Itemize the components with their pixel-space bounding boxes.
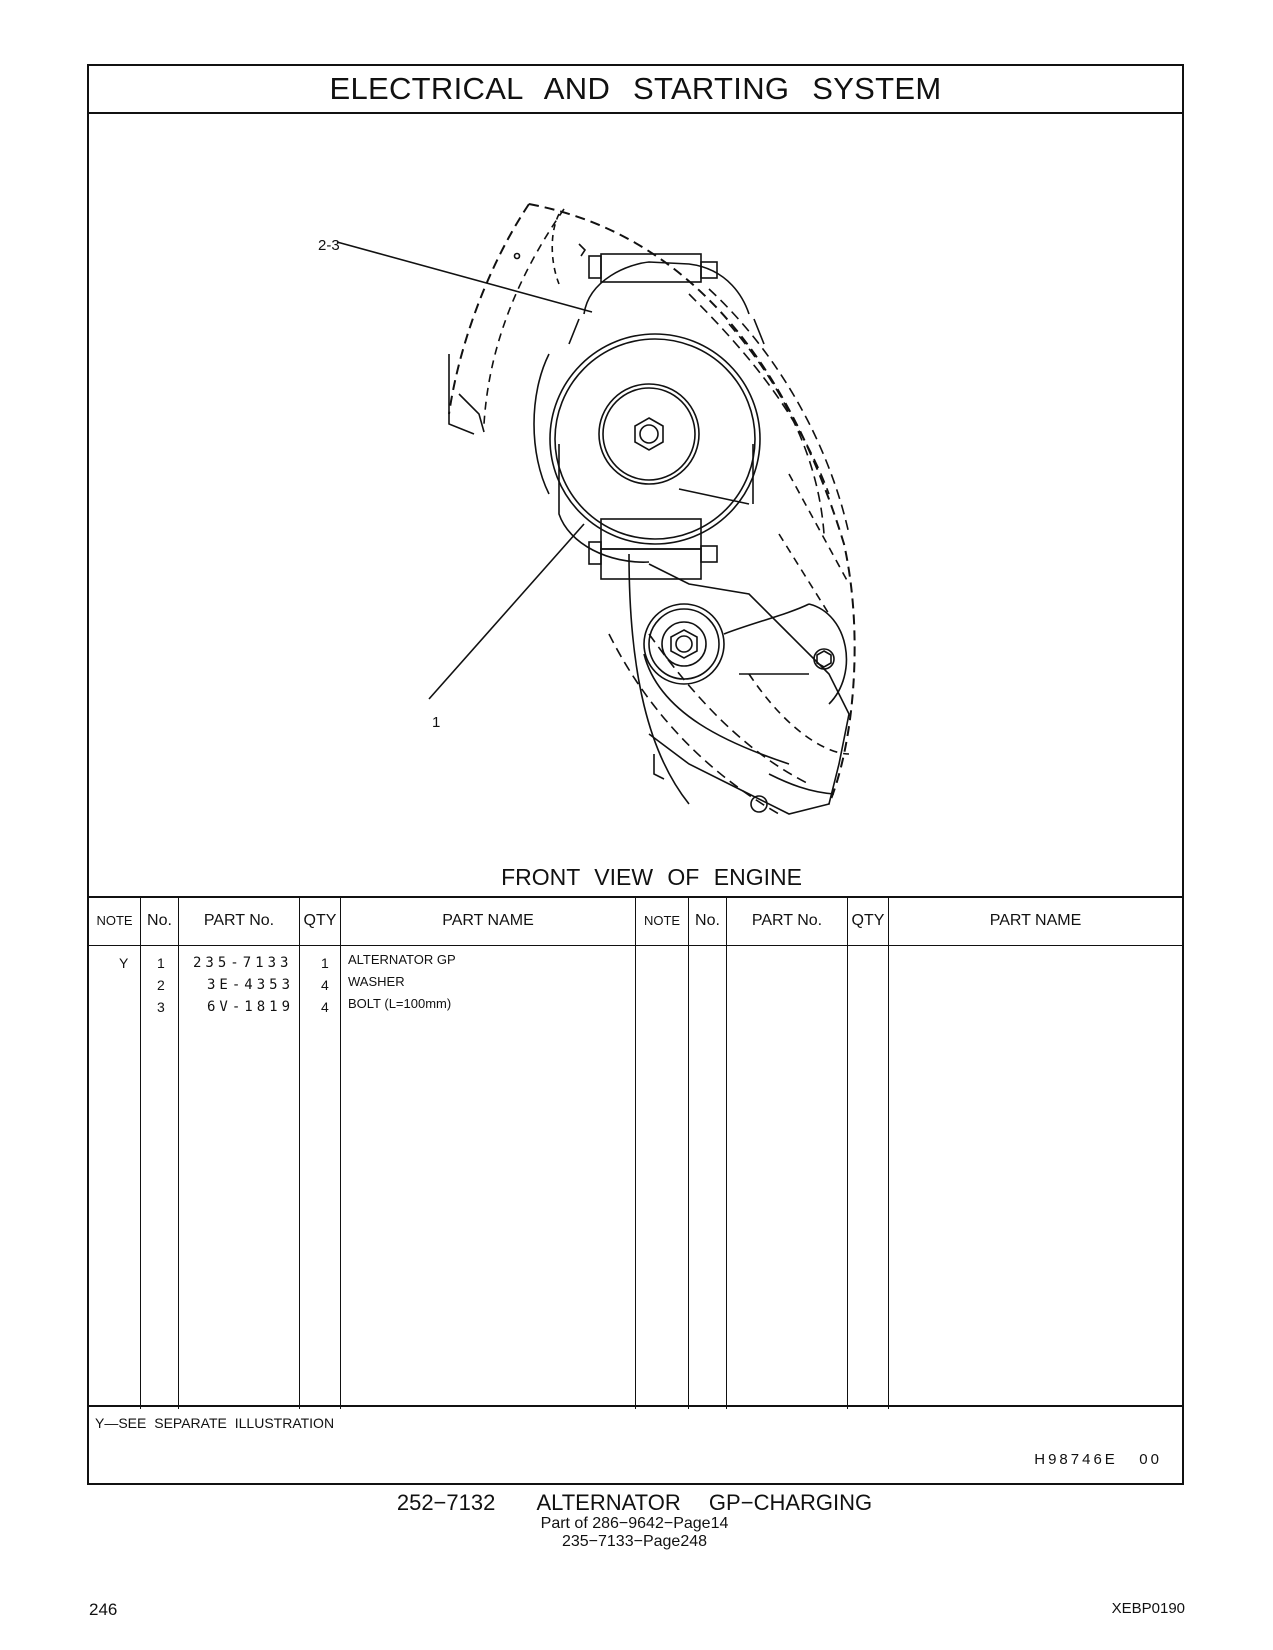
section-title: ELECTRICAL AND STARTING SYSTEM: [89, 66, 1182, 114]
group-title: 252−7132 ALTERNATOR GP−CHARGING: [396, 1490, 873, 1515]
row-1-note: Y: [119, 955, 129, 971]
view-caption: FRONT VIEW OF ENGINE: [501, 864, 802, 890]
header-no-left: No.: [141, 898, 179, 946]
engine-front-view-illustration: [89, 114, 1182, 896]
col-note-left: [89, 946, 141, 1409]
callout-label-1: 1: [432, 714, 441, 731]
header-qty-left: QTY: [300, 898, 341, 946]
header-part-name-right: PART NAME: [989, 912, 1082, 929]
row-3-no: 3: [157, 999, 165, 1015]
header-no-right: No.: [689, 898, 727, 946]
illustration-reference-code: H98746E 00: [1034, 1451, 1162, 1468]
row-3-qty: 4: [321, 999, 329, 1015]
header-part-name-left: PART NAME: [341, 898, 636, 946]
col-part-no-right: [727, 946, 848, 1409]
header-part-no-right: PART No.: [727, 898, 848, 946]
row-1-part-no: 235-7133: [193, 955, 293, 971]
header-note-left: NOTE: [89, 898, 141, 946]
col-qty-right: [848, 946, 889, 1409]
parts-table: [89, 896, 1182, 1407]
row-1-no: 1: [157, 955, 165, 971]
row-2-qty: 4: [321, 977, 329, 993]
col-note-right: [636, 946, 689, 1409]
document-code: XEBP0190: [1111, 1600, 1185, 1617]
footnote-area: [89, 1405, 1182, 1483]
page-frame: [87, 64, 1184, 1485]
part-of-reference: Part of 286−9642−Page14: [540, 1515, 729, 1532]
row-2-no: 2: [157, 977, 165, 993]
row-2-part-no: 3E-4353: [207, 977, 295, 993]
row-3-part-name: BOLT (L=100mm): [348, 996, 452, 1011]
header-qty-right: QTY: [848, 898, 889, 946]
col-part-name-left: [341, 946, 636, 1409]
page-number: 246: [89, 1600, 118, 1619]
row-1-qty: 1: [321, 955, 329, 971]
callout-label-2-3: 2-3: [318, 237, 340, 254]
cross-reference: 235−7133−Page248: [561, 1533, 708, 1550]
col-no-right: [689, 946, 727, 1409]
header-part-no-left: PART No.: [179, 898, 300, 946]
footnote: Y—SEE SEPARATE ILLUSTRATION: [95, 1415, 335, 1431]
row-1-part-name: ALTERNATOR GP: [348, 952, 456, 967]
header-note-right: NOTE: [636, 898, 689, 946]
alternator-drawing: [89, 114, 1182, 896]
row-3-part-no: 6V-1819: [207, 999, 295, 1015]
row-2-part-name: WASHER: [348, 974, 405, 989]
